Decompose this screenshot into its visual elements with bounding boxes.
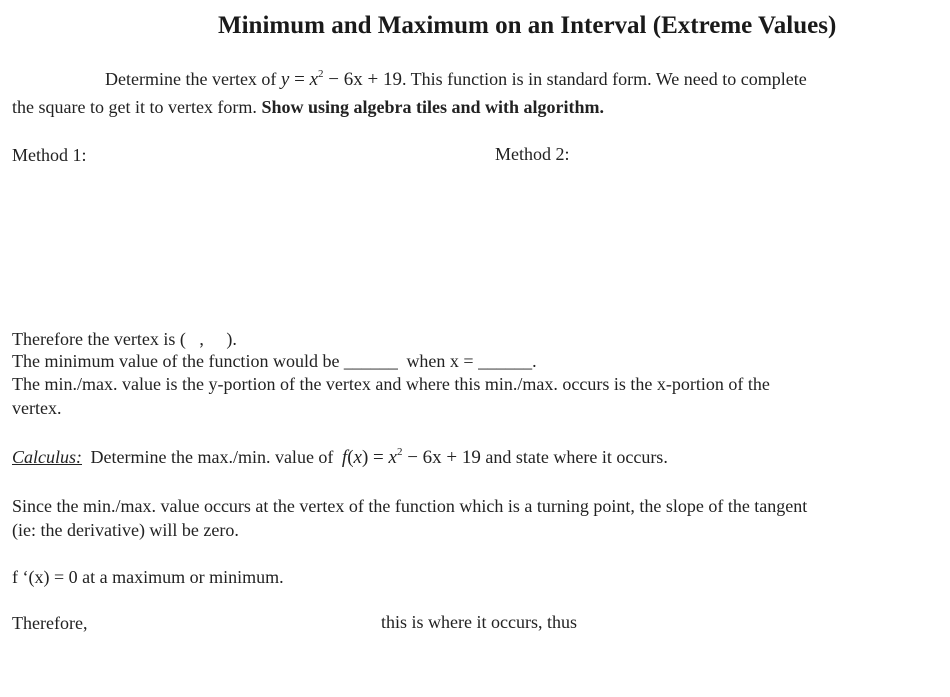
intro-suffix: . This function is in standard form. We need to complete: [401, 69, 807, 89]
conclusion-right: this is where it occurs, thus: [381, 612, 577, 632]
vertex-line-1: Therefore the vertex is ( , ).: [12, 329, 237, 349]
page-title: Minimum and Maximum on an Interval (Extreme Values): [218, 12, 837, 39]
calc-close: ): [361, 447, 369, 468]
calc-exp: 2: [396, 446, 403, 458]
conclusion-left: Therefore,: [12, 613, 88, 633]
eq-equals: =: [289, 69, 310, 90]
calc-open: (: [347, 447, 354, 468]
eq-y: y: [280, 69, 290, 90]
eq-rest: − 6x + 19: [323, 69, 402, 90]
vertex-line-3: The min./max. value is the y-portion of the vertex and where this min./max. occurs is the x-portion of the: [12, 374, 770, 394]
calculus-prefix: Determine the max./min. value of: [90, 447, 334, 467]
method-1-label: Method 1:: [12, 145, 87, 165]
eq-exponent: 2: [318, 68, 324, 80]
calculus-equation: [342, 447, 481, 468]
calculus-suffix: and state where it occurs.: [485, 447, 668, 467]
calculus-line: [12, 446, 668, 469]
eq-x: x: [309, 69, 319, 90]
calc-x: x: [388, 447, 397, 468]
explanation-line-1: Since the min./max. value occurs at the vertex of the function which is a turning point, the slope of the tangent: [12, 496, 808, 516]
vertex-line-4: vertex.: [12, 398, 62, 418]
vertex-line-2: [12, 350, 537, 372]
calc-eq: =: [368, 447, 389, 468]
method-2-label: Method 2:: [495, 144, 570, 164]
calc-f: f: [341, 447, 348, 468]
intro-line-2-bold: Show using algebra tiles and with algorithm.: [261, 97, 604, 117]
derivative-note: f ‘(x) = 0 at a maximum or minimum.: [12, 567, 284, 587]
intro-line-1: [105, 68, 807, 91]
calculus-label: Calculus:: [12, 447, 82, 467]
when-x-text: when x = ______.: [406, 351, 537, 371]
intro-line-2-plain: the square to get it to vertex form.: [12, 97, 257, 117]
intro-equation: [281, 69, 402, 90]
intro-prefix: Determine the vertex of: [105, 69, 277, 89]
intro-line-2: [12, 96, 604, 118]
calc-var: x: [353, 447, 362, 468]
calc-rest: − 6x + 19: [402, 447, 481, 468]
min-value-text: The minimum value of the function would be ______: [12, 351, 398, 371]
explanation-line-2: (ie: the derivative) will be zero.: [12, 520, 239, 540]
